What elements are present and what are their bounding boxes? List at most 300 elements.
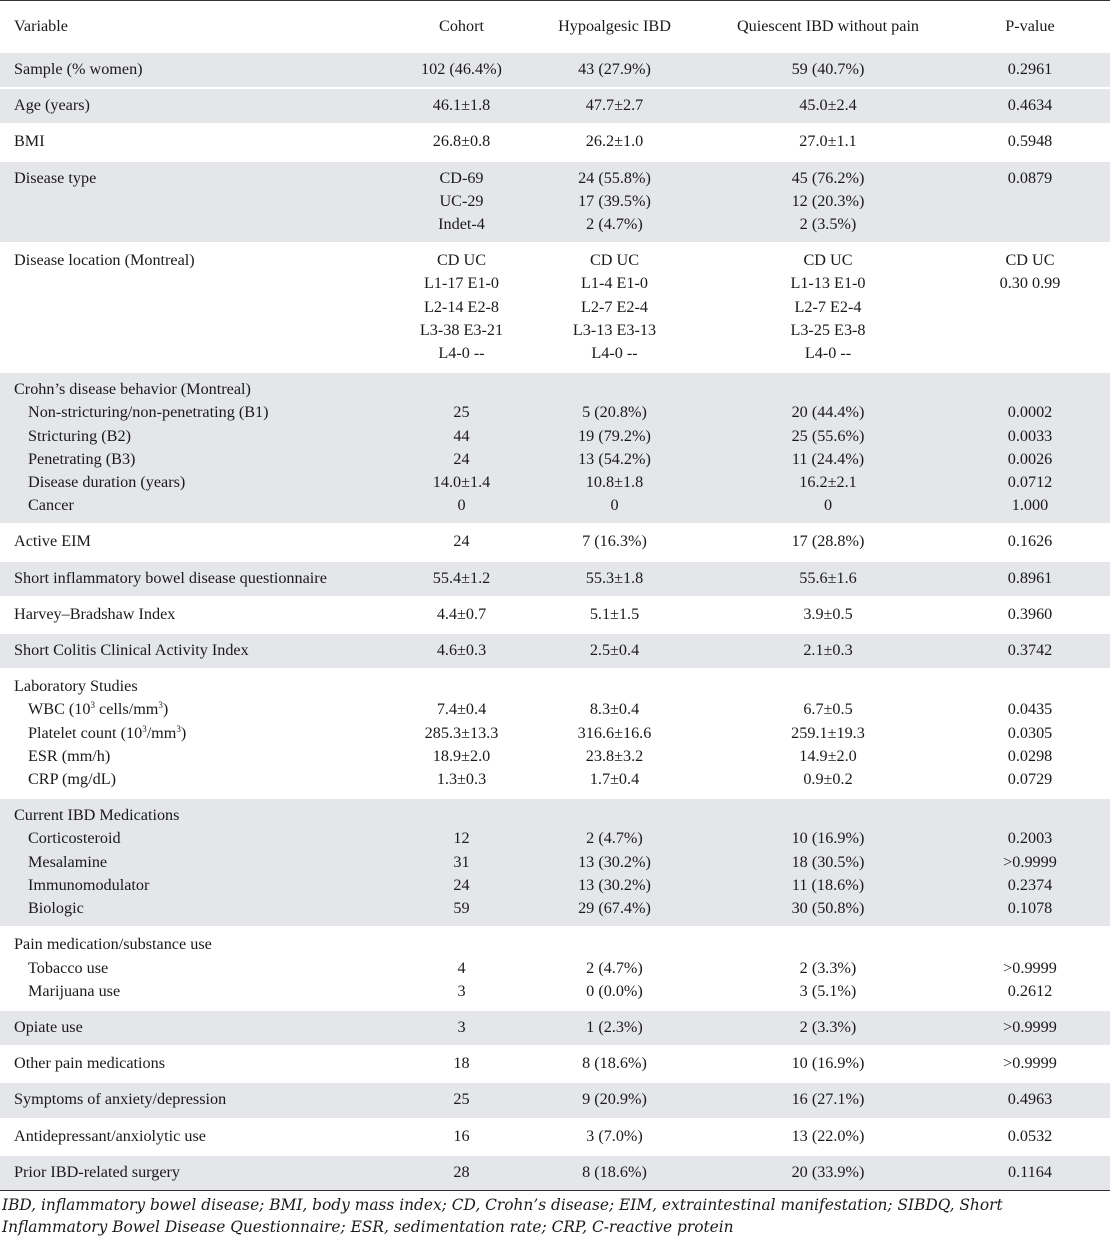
- cell-value: [400, 378, 523, 401]
- cell-quiescent: [706, 524, 950, 560]
- row-label: Crohn’s disease behavior (Montreal): [14, 380, 251, 399]
- cell-hypoalgesic: [523, 1010, 706, 1046]
- cell-value: 4: [457, 958, 466, 977]
- cell-value: [523, 804, 706, 827]
- cell-value: 59 (40.7%): [791, 60, 865, 78]
- cell-hypoalgesic: [523, 161, 706, 244]
- cell-value: 0.3960: [1007, 604, 1053, 623]
- cell-value: 31: [453, 852, 470, 871]
- table-row: [0, 52, 1110, 88]
- cell-p-value: [950, 561, 1110, 597]
- row-label: Mesalamine: [28, 852, 108, 871]
- cell-variable: [0, 1119, 400, 1155]
- cell-value: L4-0 --: [591, 344, 638, 363]
- cell-value: 4.6±0.3: [436, 641, 487, 660]
- cell-value: 0.0305: [1007, 723, 1053, 742]
- cell-value: 0 (0.0%): [586, 981, 643, 1000]
- cell-value: [523, 378, 706, 401]
- cell-value: 12 (20.3%): [791, 191, 865, 210]
- cell-value: 7 (16.3%): [582, 532, 647, 551]
- cell-value: 16.2±2.1: [799, 473, 857, 492]
- cell-value: 0: [457, 496, 466, 515]
- cell-variable: [0, 669, 400, 798]
- cell-p-value: [950, 243, 1110, 372]
- cell-value: 3.9±0.5: [803, 604, 853, 623]
- cell-p-value: [950, 1119, 1110, 1155]
- cell-value: L4-0 --: [804, 344, 852, 363]
- cell-hypoalgesic: [523, 669, 706, 798]
- table-row: [0, 561, 1110, 597]
- cell-hypoalgesic: [523, 798, 706, 927]
- cell-hypoalgesic: [523, 124, 706, 160]
- cell-value: >0.9999: [1003, 958, 1057, 977]
- row-label: BMI: [14, 132, 45, 151]
- table-row: [0, 798, 1110, 927]
- cell-value: 27.0±1.1: [799, 132, 857, 151]
- table-row: [0, 927, 1110, 1010]
- cell-variable: [0, 1010, 400, 1046]
- table-row: [0, 524, 1110, 560]
- cell-value: 3 (5.1%): [799, 981, 857, 1000]
- cell-value: 0.30 0.99: [999, 274, 1061, 293]
- cell-value: [706, 675, 950, 698]
- cell-value: 2 (3.5%): [799, 215, 857, 234]
- cell-variable: [0, 124, 400, 160]
- cell-value: 285.3±13.3: [424, 723, 499, 742]
- row-label: Antidepressant/anxiolytic use: [14, 1126, 206, 1145]
- cell-value: 18: [453, 1054, 470, 1073]
- cell-variable: [0, 161, 400, 244]
- cell-variable: [0, 88, 400, 124]
- cell-cohort: [400, 597, 523, 633]
- cell-value: 6.7±0.5: [803, 700, 853, 719]
- cell-value: 2 (4.7%): [586, 215, 643, 234]
- row-label: Marijuana use: [28, 981, 121, 1000]
- cell-value: 0.4963: [1007, 1090, 1053, 1109]
- cell-value: 20 (44.4%): [791, 403, 865, 422]
- cell-quiescent: [706, 1155, 950, 1190]
- cell-value: 19 (79.2%): [578, 426, 651, 445]
- cell-value: [523, 933, 706, 956]
- row-label: Pain medication/substance use: [14, 935, 212, 954]
- cell-value: 26.2±1.0: [585, 132, 644, 151]
- row-label: Disease duration (years): [28, 473, 186, 492]
- row-label: Immunomodulator: [28, 875, 150, 894]
- cell-cohort: [400, 927, 523, 1010]
- cell-hypoalgesic: [523, 1046, 706, 1082]
- cell-value: 45 (76.2%): [791, 168, 865, 187]
- cell-value: 0.0729: [1007, 770, 1053, 789]
- cell-p-value: [950, 124, 1110, 160]
- cell-p-value: [950, 161, 1110, 244]
- cell-quiescent: [706, 561, 950, 597]
- cell-p-value: [950, 633, 1110, 669]
- cell-quiescent: [706, 927, 950, 1010]
- cell-value: 47.7±2.7: [585, 96, 644, 115]
- table-row: [0, 124, 1110, 160]
- cell-variable: [0, 1046, 400, 1082]
- cell-variable: [0, 372, 400, 524]
- cell-value: 0.2612: [1007, 981, 1053, 1000]
- cell-value: 0.0298: [1007, 746, 1053, 765]
- cell-value: CD UC: [1005, 251, 1055, 270]
- cell-value: 24: [453, 449, 470, 468]
- cell-value: L1-17 E1-0: [423, 274, 500, 293]
- cell-value: [400, 804, 523, 827]
- cell-value: 59: [453, 899, 470, 918]
- cell-variable: [0, 798, 400, 927]
- table-row: [0, 161, 1110, 244]
- cell-quiescent: [706, 243, 950, 372]
- cell-variable: [0, 52, 400, 88]
- header-cohort: Cohort: [400, 1, 523, 53]
- cell-value: 12: [453, 829, 470, 848]
- cell-value: [400, 933, 523, 956]
- cell-value: 2 (3.3%): [799, 958, 857, 977]
- cell-value: 9 (20.9%): [582, 1090, 647, 1109]
- cell-value: L1-13 E1-0: [790, 274, 866, 293]
- table-header: [0, 1, 1110, 53]
- cell-value: 14.0±1.4: [432, 473, 491, 492]
- cell-value: 46.1±1.8: [432, 96, 491, 115]
- cell-value: [950, 675, 1110, 698]
- row-label: Symptoms of anxiety/depression: [14, 1090, 227, 1109]
- header-variable: Variable: [0, 1, 400, 53]
- cell-value: [706, 378, 950, 401]
- cell-value: 1 (2.3%): [586, 1017, 643, 1036]
- cell-cohort: [400, 524, 523, 560]
- table-row: [0, 372, 1110, 524]
- cell-value: 0.0532: [1007, 1126, 1053, 1145]
- row-label: Short inflammatory bowel disease questionnaire: [14, 568, 327, 587]
- cell-p-value: [950, 927, 1110, 1010]
- cell-value: 2.1±0.3: [803, 641, 853, 660]
- cell-value: 20 (33.9%): [791, 1162, 865, 1181]
- cell-value: 0.0712: [1007, 473, 1053, 492]
- cell-value: 2 (3.3%): [799, 1017, 857, 1036]
- cell-variable: [0, 1082, 400, 1118]
- cell-value: 45.0±2.4: [799, 96, 857, 115]
- cell-p-value: [950, 88, 1110, 124]
- table-row: [0, 597, 1110, 633]
- row-label: Harvey–Bradshaw Index: [14, 604, 176, 623]
- cell-value: L1-4 E1-0: [581, 274, 648, 293]
- cell-variable: [0, 927, 400, 1010]
- header-hypoalgesic-ibd: Hypoalgesic IBD: [523, 1, 706, 53]
- cell-value: CD UC: [589, 251, 640, 270]
- table-row: [0, 88, 1110, 124]
- cell-value: 8 (18.6%): [582, 1054, 647, 1073]
- cell-value: 10.8±1.8: [585, 473, 644, 492]
- cell-value: 18.9±2.0: [432, 746, 491, 765]
- row-label: Biologic: [28, 899, 84, 918]
- cell-quiescent: [706, 372, 950, 524]
- cell-hypoalgesic: [523, 88, 706, 124]
- table-body: [0, 52, 1110, 1190]
- cell-cohort: [400, 372, 523, 524]
- cell-value: 316.6±16.6: [577, 723, 652, 742]
- cell-value: 10 (16.9%): [791, 1054, 865, 1073]
- cell-value: UC-29: [439, 191, 484, 210]
- table-row: [0, 1010, 1110, 1046]
- cell-cohort: [400, 161, 523, 244]
- cell-value: 7.4±0.4: [436, 700, 487, 719]
- cell-value: >0.9999: [1003, 1017, 1057, 1036]
- cell-value: 14.9±2.0: [799, 746, 857, 765]
- cell-value: 5 (20.8%): [582, 403, 647, 422]
- row-label: Sample (% women): [14, 60, 143, 78]
- cell-cohort: [400, 633, 523, 669]
- table-row: [0, 1155, 1110, 1190]
- cell-quiescent: [706, 52, 950, 88]
- cell-value: 0.4634: [1007, 96, 1053, 115]
- cell-hypoalgesic: [523, 561, 706, 597]
- cell-cohort: [400, 1010, 523, 1046]
- row-label: Disease type: [14, 168, 97, 187]
- cell-value: 1.000: [1011, 496, 1049, 515]
- table-row: [0, 1119, 1110, 1155]
- cell-value: 0.5948: [1007, 132, 1053, 151]
- cell-value: 55.3±1.8: [585, 568, 644, 587]
- cell-hypoalgesic: [523, 372, 706, 524]
- table-row: [0, 243, 1110, 372]
- cell-value: L2-7 E2-4: [794, 297, 862, 316]
- row-label: Disease location (Montreal): [14, 251, 195, 270]
- row-label: ESR (mm/h): [28, 746, 111, 765]
- cell-hypoalgesic: [523, 597, 706, 633]
- cell-cohort: [400, 798, 523, 927]
- cell-value: 2 (4.7%): [586, 958, 643, 977]
- cell-value: 0.0033: [1007, 426, 1053, 445]
- cell-value: 25 (55.6%): [791, 426, 865, 445]
- cell-variable: [0, 597, 400, 633]
- row-label: Current IBD Medications: [14, 806, 180, 825]
- cell-variable: [0, 524, 400, 560]
- cell-value: 0.1164: [1008, 1162, 1052, 1181]
- row-label: Tobacco use: [28, 958, 109, 977]
- table-row: [0, 669, 1110, 798]
- cell-value: 16: [453, 1126, 470, 1145]
- cell-cohort: [400, 1119, 523, 1155]
- table-row: [0, 633, 1110, 669]
- header-row: [0, 1, 1110, 53]
- cell-variable: [0, 633, 400, 669]
- cell-quiescent: [706, 88, 950, 124]
- cell-value: 3: [457, 1017, 466, 1036]
- cell-value: 43 (27.9%): [578, 60, 651, 78]
- row-label: Opiate use: [14, 1017, 83, 1036]
- cell-value: 10 (16.9%): [791, 829, 865, 848]
- cell-value: 0.2374: [1007, 875, 1053, 894]
- cell-value: 24 (55.8%): [578, 168, 651, 187]
- cell-variable: [0, 243, 400, 372]
- table-row: [0, 1082, 1110, 1118]
- cell-value: 30 (50.8%): [791, 899, 865, 918]
- cell-value: 3 (7.0%): [586, 1126, 643, 1145]
- cell-value: 0.2961: [1007, 60, 1053, 78]
- cell-quiescent: [706, 1119, 950, 1155]
- cell-value: 13 (22.0%): [791, 1126, 865, 1145]
- cell-value: 26.8±0.8: [432, 132, 491, 151]
- cell-hypoalgesic: [523, 243, 706, 372]
- row-label: Penetrating (B3): [28, 449, 136, 468]
- cell-value: 0: [823, 496, 833, 515]
- cell-value: CD UC: [803, 251, 853, 270]
- cell-cohort: [400, 52, 523, 88]
- cell-hypoalgesic: [523, 927, 706, 1010]
- row-label: CRP (mg/dL): [28, 770, 116, 789]
- cell-p-value: [950, 1046, 1110, 1082]
- cell-value: L3-25 E3-8: [790, 320, 866, 339]
- cell-value: 8.3±0.4: [589, 700, 640, 719]
- header-quiescent-ibd: Quiescent IBD without pain: [706, 1, 950, 53]
- cell-value: 0.0026: [1007, 449, 1053, 468]
- cell-value: 44: [453, 426, 470, 445]
- cell-value: [950, 804, 1110, 827]
- cell-value: 0.1626: [1007, 532, 1053, 551]
- cell-cohort: [400, 88, 523, 124]
- cell-value: 11 (18.6%): [791, 875, 865, 894]
- row-label: Prior IBD-related surgery: [14, 1162, 181, 1181]
- cell-value: L3-13 E3-13: [572, 320, 657, 339]
- cell-value: 24: [453, 532, 470, 551]
- cell-p-value: [950, 1155, 1110, 1190]
- cell-cohort: [400, 669, 523, 798]
- cell-value: [400, 675, 523, 698]
- row-label: Laboratory Studies: [14, 677, 138, 696]
- row-label: Corticosteroid: [28, 829, 121, 848]
- cell-value: 0.0435: [1007, 700, 1053, 719]
- cell-value: 13 (54.2%): [578, 449, 651, 468]
- cell-value: 259.1±19.3: [791, 723, 865, 742]
- cell-quiescent: [706, 161, 950, 244]
- cell-value: Indet-4: [438, 215, 485, 234]
- cell-value: 13 (30.2%): [578, 852, 651, 871]
- cell-value: 2.5±0.4: [589, 641, 640, 660]
- cell-value: 8 (18.6%): [582, 1162, 647, 1181]
- cell-cohort: [400, 1046, 523, 1082]
- cell-value: 18 (30.5%): [791, 852, 865, 871]
- cell-quiescent: [706, 1082, 950, 1118]
- row-label: Active EIM: [14, 532, 91, 551]
- cell-value: 23.8±3.2: [585, 746, 644, 765]
- cell-value: 3: [457, 981, 466, 1000]
- cell-value: 5.1±1.5: [589, 604, 640, 623]
- header-p-value: P-value: [950, 1, 1110, 53]
- cell-variable: [0, 1155, 400, 1190]
- cell-p-value: [950, 372, 1110, 524]
- cell-value: 0: [610, 496, 619, 515]
- row-label: Platelet count $(10^3/mm^3)$: [28, 723, 187, 742]
- cell-value: 13 (30.2%): [578, 875, 651, 894]
- cell-hypoalgesic: [523, 1082, 706, 1118]
- cell-value: 25: [453, 1090, 470, 1109]
- cell-hypoalgesic: [523, 524, 706, 560]
- cell-value: [523, 675, 706, 698]
- cell-value: [706, 804, 950, 827]
- cell-value: 55.4±1.2: [432, 568, 491, 587]
- cell-quiescent: [706, 1046, 950, 1082]
- cell-p-value: [950, 597, 1110, 633]
- cell-value: CD-69: [439, 168, 484, 187]
- cell-hypoalgesic: [523, 1119, 706, 1155]
- cell-value: 0.0879: [1007, 168, 1053, 187]
- row-label: Cancer: [28, 496, 74, 515]
- cell-cohort: [400, 243, 523, 372]
- cell-value: L2-14 E2-8: [423, 297, 500, 316]
- cell-value: 55.6±1.6: [799, 568, 857, 587]
- cell-value: 16 (27.1%): [791, 1090, 865, 1109]
- cell-value: 2 (4.7%): [586, 829, 643, 848]
- cell-variable: [0, 561, 400, 597]
- cell-quiescent: [706, 597, 950, 633]
- cell-p-value: [950, 52, 1110, 88]
- cell-value: 17 (28.8%): [791, 532, 865, 551]
- cell-value: [950, 933, 1110, 956]
- cell-quiescent: [706, 633, 950, 669]
- cell-value: >0.9999: [1003, 1054, 1057, 1073]
- cell-cohort: [400, 1082, 523, 1118]
- row-label: Other pain medications: [14, 1054, 166, 1073]
- cell-quiescent: [706, 124, 950, 160]
- row-label: Short Colitis Clinical Activity Index: [14, 641, 249, 660]
- cell-p-value: [950, 798, 1110, 927]
- cell-value: 25: [453, 403, 470, 422]
- cell-quiescent: [706, 1010, 950, 1046]
- cell-value: 102 (46.4%): [421, 60, 502, 78]
- cell-quiescent: [706, 798, 950, 927]
- cell-value: 1.7±0.4: [589, 770, 640, 789]
- cell-value: 0.9±0.2: [803, 770, 853, 789]
- cell-p-value: [950, 1010, 1110, 1046]
- cell-value: 0.8961: [1007, 568, 1053, 587]
- cell-cohort: [400, 1155, 523, 1190]
- cell-quiescent: [706, 669, 950, 798]
- row-label: Stricturing (B2): [28, 426, 131, 445]
- cell-value: L3-38 E3-21: [419, 320, 504, 339]
- row-label: Age (years): [14, 96, 90, 115]
- cell-cohort: [400, 561, 523, 597]
- cell-value: 29 (67.4%): [578, 899, 651, 918]
- cell-value: CD UC: [436, 251, 487, 270]
- cell-value: 0.0002: [1007, 403, 1053, 422]
- cell-hypoalgesic: [523, 633, 706, 669]
- table-footnote: IBD, inflammatory bowel disease; BMI, body mass index; CD, Crohn’s disease; EIM, extraintestinal manifestation; SIBDQ, Short Inflammatory Bowel Disease Questionnaire; ESR, sedimentation rate; CRP, C-reactive protein: [0, 1190, 1110, 1238]
- cell-value: 0.1078: [1007, 899, 1053, 918]
- cell-hypoalgesic: [523, 1155, 706, 1190]
- row-label: Non-stricturing/non-penetrating (B1): [28, 403, 269, 422]
- cell-value: 28: [453, 1162, 470, 1181]
- cell-cohort: [400, 124, 523, 160]
- cell-value: 0.2003: [1007, 829, 1053, 848]
- cell-value: L2-7 E2-4: [581, 297, 648, 316]
- cell-value: 11 (24.4%): [791, 449, 865, 468]
- cell-value: [950, 378, 1110, 401]
- cell-value: 4.4±0.7: [436, 604, 487, 623]
- table-row: [0, 1046, 1110, 1082]
- row-label: WBC ($10^3$ cells/$mm^3$): [28, 700, 169, 719]
- cell-value: 24: [453, 875, 470, 894]
- cell-value: >0.9999: [1003, 852, 1057, 871]
- cell-hypoalgesic: [523, 52, 706, 88]
- cell-p-value: [950, 669, 1110, 798]
- cell-value: 0.3742: [1007, 641, 1053, 660]
- cell-value: 17 (39.5%): [578, 191, 651, 210]
- cell-p-value: [950, 524, 1110, 560]
- cell-p-value: [950, 1082, 1110, 1118]
- cell-value: [706, 933, 950, 956]
- cell-value: L4-0 --: [438, 344, 485, 363]
